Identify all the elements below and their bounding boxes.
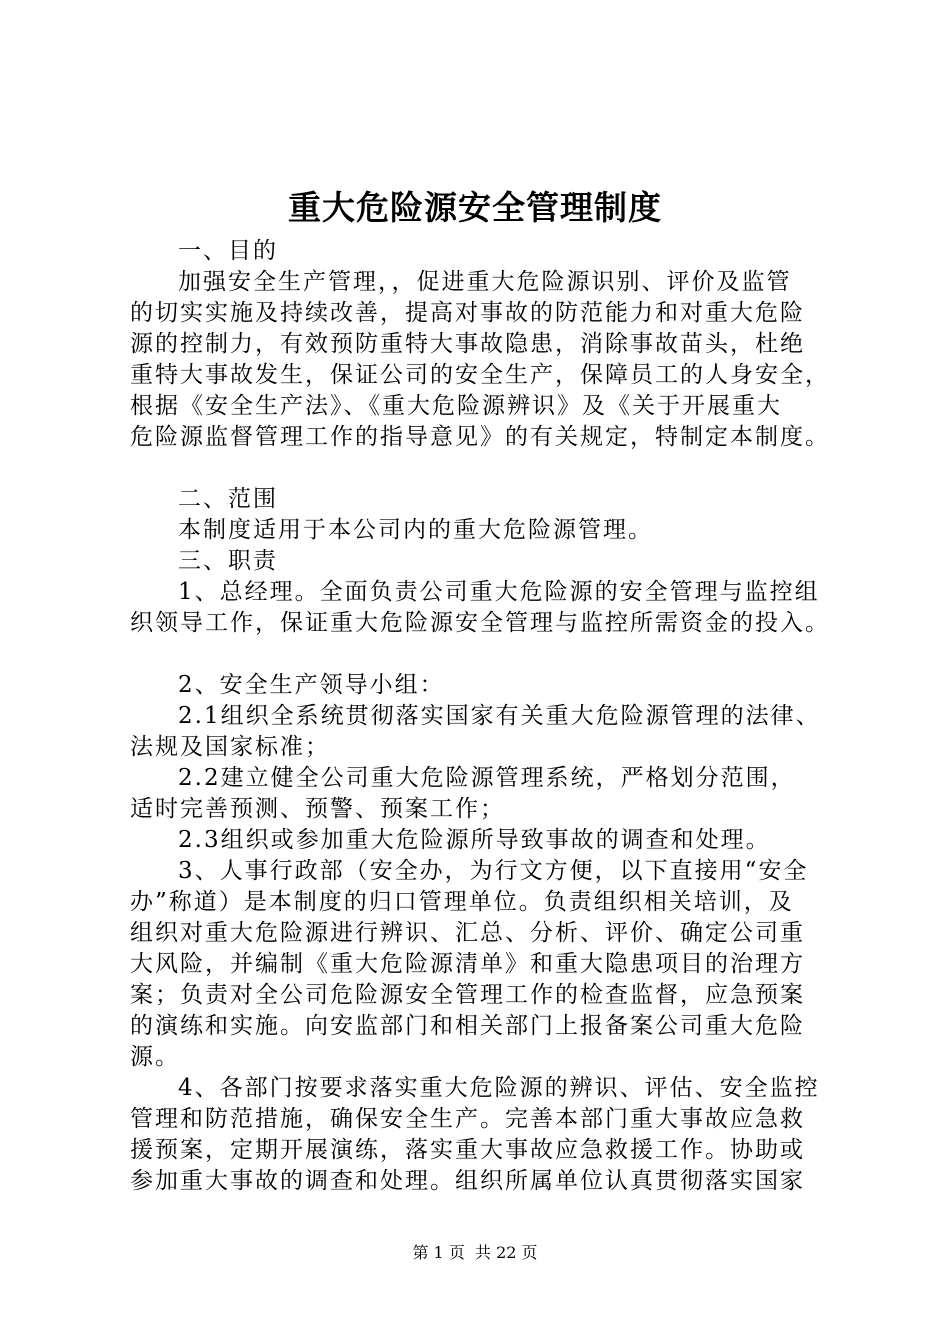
paragraph-line: 2.2建立健全公司重大危险源管理系统，严格划分范围， [178, 765, 796, 791]
paragraph-line: 参加重大事故的调查和处理。组织所属单位认真贯彻落实国家 [130, 1168, 805, 1194]
paragraph-line: 法规及国家标准； [130, 734, 330, 760]
paragraph-line: 管理和防范措施，确保安全生产。完善本部门重大事故应急救 [130, 1106, 805, 1132]
paragraph-line: 源的控制力，有效预防重特大事故隐患，消除事故苗头，杜绝 [130, 331, 805, 357]
paragraph-line: 办”称道）是本制度的归口管理单位。负责组织相关培训，及 [130, 889, 794, 915]
paragraph-line: 4、各部门按要求落实重大危险源的辨识、评估、安全监控 [178, 1075, 820, 1101]
paragraph-line: 的切实实施及持续改善，提高对事故的防范能力和对重大危险 [130, 300, 805, 326]
paragraph-line: 2.3组织或参加重大危险源所导致事故的调查和处理。 [178, 827, 771, 853]
page-number-footer: 第 1 页 共 22 页 [412, 1243, 538, 1262]
paragraph-line: 组织对重大危险源进行辨识、汇总、分析、评价、确定公司重 [130, 920, 805, 946]
paragraph-line: 根据《安全生产法》、《重大危险源辨识》及《关于开展重大 [130, 393, 782, 419]
paragraph-line: 加强安全生产管理，，促进重大危险源识别、评价及监管 [178, 269, 792, 295]
paragraph-line: 2、安全生产领导小组： [178, 672, 445, 698]
paragraph-gap [130, 453, 830, 484]
paragraph-line: 织领导工作，保证重大危险源安全管理与监控所需资金的投入。 [130, 610, 830, 636]
paragraph-line: 援预案，定期开展演练，落实重大事故应急救援工作。协助或 [130, 1137, 805, 1163]
paragraph-line: 案；负责对全公司危险源安全管理工作的检查监督，应急预案 [130, 982, 805, 1008]
section-heading: 三、职责 [178, 548, 278, 574]
paragraph-line: 源。 [130, 1044, 180, 1070]
paragraph-line: 1、总经理。全面负责公司重大危险源的安全管理与监控组 [178, 579, 820, 605]
paragraph-gap [130, 639, 830, 670]
paragraph-line: 本制度适用于本公司内的重大危险源管理。 [178, 517, 653, 543]
paragraph-line: 危险源监督管理工作的指导意见》的有关规定，特制定本制度。 [130, 424, 830, 450]
paragraph-line: 2.1组织全系统贯彻落实国家有关重大危险源管理的法律、 [178, 703, 821, 729]
paragraph-line: 适时完善预测、预警、预案工作； [130, 796, 505, 822]
paragraph-line: 重特大事故发生，保证公司的安全生产，保障员工的人身安全， [130, 362, 830, 388]
paragraph-line: 的演练和实施。向安监部门和相关部门上报备案公司重大危险 [130, 1013, 805, 1039]
document-title: 重大危险源安全管理制度 [288, 188, 662, 227]
paragraph-line: 3、人事行政部（安全办，为行文方便，以下直接用“安全 [178, 858, 809, 884]
section-heading: 二、范围 [178, 486, 278, 512]
paragraph-line: 大风险，并编制《重大危险源清单》和重大隐患项目的治理方 [130, 951, 805, 977]
section-heading: 一、目的 [178, 238, 278, 264]
document-body [130, 236, 830, 1197]
